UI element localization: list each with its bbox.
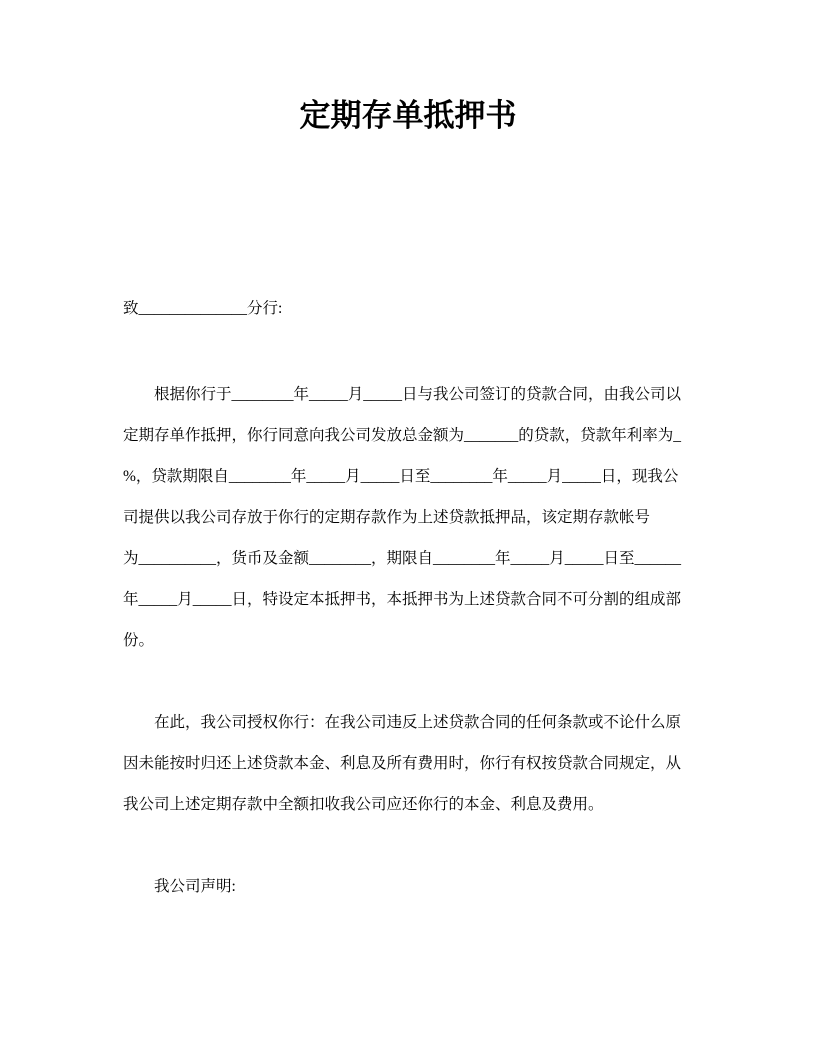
text-line: 因未能按时归还上述贷款本金、利息及所有费用时，你行有权按贷款合同规定，从 bbox=[123, 755, 682, 772]
paragraph-declaration bbox=[123, 866, 716, 907]
text-line: 份。 bbox=[123, 632, 155, 649]
text-line: 我公司上述定期存款中全额扣收我公司应还你行的本金、利息及费用。 bbox=[123, 796, 604, 813]
text-line: 为__________，货币及金额________，期限自________年_____月_____日至______ bbox=[123, 550, 682, 567]
paragraph-loan-terms bbox=[123, 374, 716, 661]
paragraph-authorization bbox=[123, 702, 716, 825]
document-body bbox=[0, 288, 816, 907]
text-line: 我公司声明: bbox=[154, 878, 236, 895]
text-line: 司提供以我公司存放于你行的定期存款作为上述贷款抵押品，该定期存款帐号 bbox=[123, 509, 651, 526]
text-line: %，贷款期限自________年_____月_____日至________年_____月_____日，现我公 bbox=[123, 468, 679, 485]
salutation-line: 致______________分行: bbox=[123, 300, 283, 317]
text-line: 年_____月_____日，特设定本抵押书，本抵押书为上述贷款合同不可分割的组成部 bbox=[123, 591, 682, 608]
document-title: 定期存单抵押书 bbox=[299, 98, 517, 134]
text-line: 根据你行于________年_____月_____日与我公司签订的贷款合同，由我公司以 bbox=[154, 386, 682, 403]
text-line: 定期存单作抵押，你行同意向我公司发放总金额为_______的贷款，贷款年利率为_ bbox=[123, 427, 682, 444]
text-line: 在此，我公司授权你行：在我公司违反上述贷款合同的任何条款或不论什么原 bbox=[154, 714, 682, 731]
